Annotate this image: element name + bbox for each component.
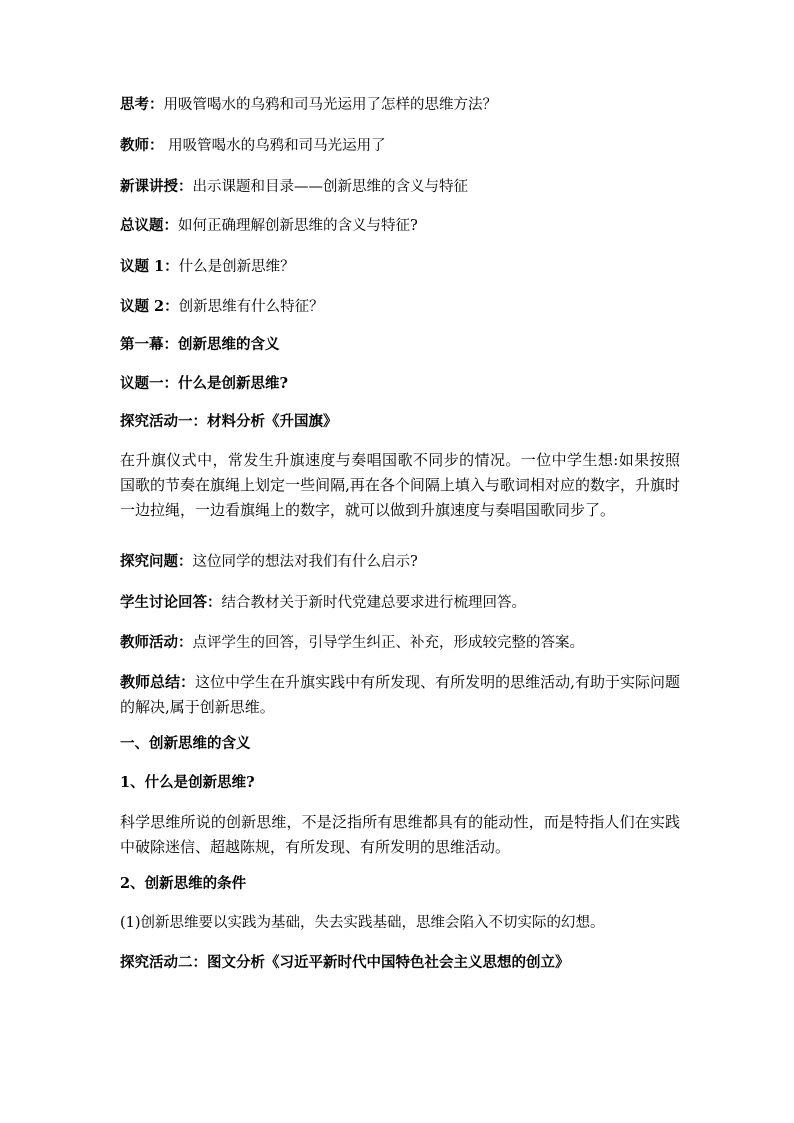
think-question	[120, 94, 680, 116]
activity-two-heading: 探究活动二：图文分析《习近平新时代中国特色社会主义思想的创立》	[120, 954, 570, 971]
block-label: 探究问题：	[120, 553, 193, 570]
teacher-line	[120, 135, 680, 157]
block-text: 这位同学的想法对我们有什么启示?	[192, 554, 418, 570]
topic-2-line	[120, 296, 680, 318]
act-one-heading: 第一幕：创新思维的含义	[120, 336, 280, 353]
block-label: 总议题：	[120, 217, 178, 234]
block-label: 新课讲授：	[120, 178, 193, 195]
definition-paragraph: 科学思维所说的创新思维，不是泛指所有思维都具有的能动性，而是特指人们在实践中破除迷信、超越陈规，有所发现、有所发明的思维活动。	[120, 813, 680, 856]
activity-one-heading: 探究活动一：材料分析《升国旗》	[120, 413, 338, 430]
block-label: 教师总结：	[120, 673, 196, 691]
block-text: 点评学生的回答，引导学生纠正、补充，形成较完整的答案。	[192, 635, 584, 651]
topic-one-heading: 议题一：什么是创新思维?	[120, 375, 288, 392]
block-text: 出示课题和目录——创新思维的含义与特征	[192, 179, 468, 195]
block-text: 如何正确理解创新思维的含义与特征?	[178, 218, 418, 234]
block-text: 创新思维有什么特征？	[178, 299, 324, 315]
new-lesson-line	[120, 176, 680, 198]
block-label: 议题 2：	[120, 298, 179, 315]
block-label: 学生讨论回答：	[120, 594, 222, 611]
block-text: 用吸管喝水的乌鸦和司马光运用了怎样的思维方法？	[163, 97, 497, 113]
teacher-summary-paragraph	[120, 670, 680, 720]
student-discussion-line	[120, 592, 680, 614]
block-label: 思考：	[120, 96, 164, 113]
inquiry-question-line	[120, 551, 680, 573]
block-label: 议题 1：	[120, 258, 179, 275]
subsection-2-heading: 2、创新思维的条件	[120, 875, 247, 892]
main-topic-line	[120, 215, 680, 237]
condition-1-line: (1)创新思维要以实践为基础，失去实践基础，思维会陷入不切实际的幻想。	[120, 915, 605, 931]
flag-material-paragraph: 在升旗仪式中，常发生升旗速度与奏唱国歌不同步的情况。一位中学生想:如果按照国歌的节奏在旗绳上划定一些间隔,再在各个间隔上填入与歌词相对应的数字，升旗时一边拉绳，一边看旗绳上的数字，就可以做到升旗速度与奏唱国歌同步了。	[120, 451, 680, 519]
block-label: 教师活动：	[120, 634, 193, 651]
topic-1-line	[120, 256, 680, 278]
subsection-1-heading: 1、什么是创新思维?	[120, 774, 255, 791]
block-label: 教师：	[120, 137, 164, 154]
block-text: 什么是创新思维？	[178, 259, 295, 275]
block-text: 这位中学生在升旗实践中有所发现、有所发明的思维活动,有助于实际问题的解决,属于创新思维。	[120, 673, 680, 716]
block-text: 结合教材关于新时代党建总要求进行梳理回答。	[221, 595, 526, 611]
teacher-activity-line	[120, 632, 680, 654]
block-text: 用吸管喝水的乌鸦和司马光运用了	[163, 138, 386, 154]
section-one-heading: 一、创新思维的含义	[120, 735, 251, 752]
